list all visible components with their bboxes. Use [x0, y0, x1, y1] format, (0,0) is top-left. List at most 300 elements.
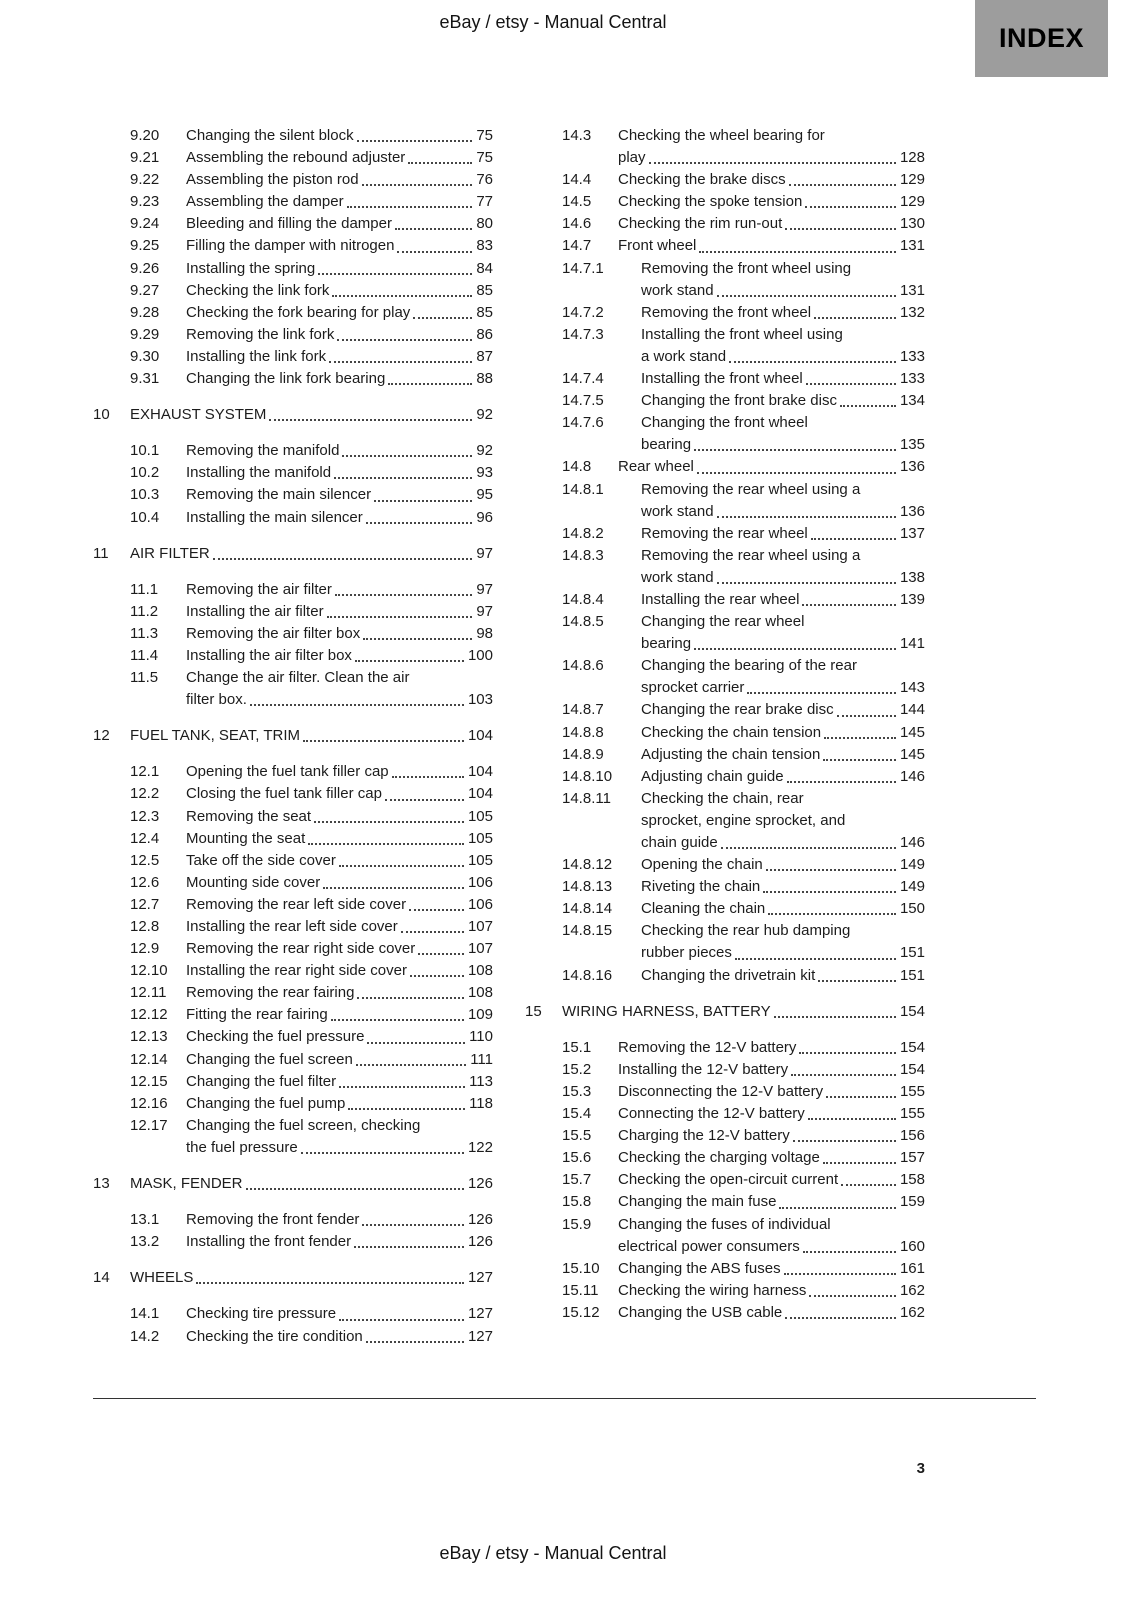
toc-entry-line [562, 346, 925, 368]
entry-page-number: 92 [476, 442, 493, 460]
dot-leader [823, 1147, 896, 1164]
toc-entry-line [130, 783, 493, 805]
entry-title: Checking the charging voltage [618, 1149, 820, 1167]
toc-entry-line [562, 898, 925, 920]
entry-page-number: 144 [899, 701, 925, 719]
entry-page-number: 133 [899, 347, 925, 365]
entry-number: 14.8 [562, 458, 592, 476]
dot-leader [347, 191, 473, 208]
entry-title: Charging the 12-V battery [618, 1127, 790, 1145]
entry-title: Changing the rear wheel [641, 613, 805, 631]
dot-leader [826, 1081, 896, 1098]
entry-page-number: 159 [899, 1193, 925, 1211]
entry-title: Disconnecting the 12-V battery [618, 1082, 824, 1100]
toc-entry-line [130, 346, 493, 368]
entry-number: 14.6 [562, 215, 592, 233]
dot-leader [814, 302, 896, 319]
entry-page-number: 88 [476, 370, 493, 388]
entry-number: 14.8.14 [562, 900, 613, 918]
dot-leader [308, 828, 464, 845]
dot-leader [303, 725, 464, 742]
entry-number [562, 280, 641, 302]
entry-page-number: 161 [899, 1259, 925, 1277]
entry-page-number: 98 [476, 624, 493, 642]
entry-page-number: 80 [476, 215, 493, 233]
toc-entry [93, 667, 493, 711]
dot-leader [808, 1103, 896, 1120]
toc-entry-line [562, 368, 925, 390]
entry-number: 9.23 [130, 193, 160, 211]
entry-page-number: 110 [469, 1028, 493, 1046]
entry-number [562, 677, 641, 699]
toc-entry [93, 806, 493, 828]
entry-number: 12.11 [130, 984, 167, 1002]
toc-entry [93, 462, 493, 484]
dot-leader [840, 390, 896, 407]
dot-leader [824, 722, 896, 739]
entry-number: 15.12 [562, 1303, 600, 1321]
dot-leader [811, 523, 896, 540]
entry-title: Fitting the rear fairing [186, 1006, 328, 1024]
toc-entry [525, 523, 925, 545]
entry-number [562, 633, 641, 655]
entry-number: 12.14 [130, 1050, 168, 1068]
dot-leader [789, 169, 896, 186]
toc-entry-line [562, 434, 925, 456]
entry-page-number: 92 [476, 406, 493, 424]
toc-entry [93, 484, 493, 506]
entry-number [562, 147, 618, 169]
toc-entry-line [130, 1137, 493, 1159]
entry-page-number: 105 [467, 829, 493, 847]
dot-leader [818, 965, 896, 982]
toc-entry-line [130, 169, 493, 191]
entry-title: Installing the air filter box [186, 646, 352, 664]
toc-entry [525, 876, 925, 898]
entry-title: Changing the fuses of individual [618, 1215, 831, 1233]
dot-leader [301, 1137, 464, 1154]
entry-number [562, 346, 641, 368]
toc-entry-line [130, 368, 493, 390]
entry-title: WIRING HARNESS, BATTERY [562, 1002, 771, 1020]
toc-entry-line [562, 1037, 925, 1059]
entry-page-number: 138 [899, 568, 925, 586]
toc-entry-line [562, 147, 925, 169]
toc-entry [93, 1026, 493, 1048]
toc-entry-line [562, 302, 925, 324]
toc-entry-line [130, 484, 493, 506]
toc-entry [93, 894, 493, 916]
toc-entry-line [562, 1059, 925, 1081]
toc-entry [93, 1115, 493, 1159]
entry-number: 14.8.2 [562, 524, 604, 542]
toc-entry [525, 390, 925, 412]
toc-entry [93, 147, 493, 169]
entry-title: Changing the drivetrain kit [641, 966, 816, 984]
entry-title: Changing the fuel screen, checking [186, 1116, 421, 1134]
entry-title: sprocket carrier [641, 679, 745, 697]
entry-title: Installing the rear right side cover [186, 962, 407, 980]
toc-entry-line [130, 1231, 493, 1253]
toc-entry [525, 722, 925, 744]
toc-entry [525, 1147, 925, 1169]
entry-title: Cleaning the chain [641, 900, 766, 918]
entry-page-number: 100 [467, 646, 493, 664]
toc-entry [93, 938, 493, 960]
entry-number: 15.3 [562, 1082, 592, 1100]
entry-page-number: 129 [899, 171, 925, 189]
toc-entry [93, 302, 493, 324]
toc-entry-line [130, 806, 493, 828]
entry-number: 14.8.9 [562, 745, 604, 763]
toc-entry-line [130, 689, 493, 711]
entry-number: 9.28 [130, 303, 160, 321]
entry-title: chain guide [641, 834, 718, 851]
dot-leader [697, 456, 896, 473]
entry-page-number: 154 [899, 1038, 925, 1056]
entry-title: Installing the rear left side cover [186, 918, 398, 935]
entry-page-number: 128 [899, 149, 925, 167]
entry-number: 14.8.10 [562, 767, 613, 785]
toc-entry-line [130, 645, 493, 667]
entry-page-number: 139 [899, 590, 925, 608]
entry-page-number: 136 [899, 502, 925, 520]
entry-page-number: 103 [467, 691, 493, 709]
toc-entry-line [93, 1173, 493, 1195]
entry-title: Removing the manifold [186, 442, 340, 460]
toc-entry [525, 479, 925, 523]
entry-number [562, 942, 641, 964]
toc-entry-line [562, 722, 925, 744]
entry-number: 10 [93, 406, 110, 424]
toc-entry-line [130, 1303, 493, 1325]
dot-leader [334, 462, 472, 479]
toc-entry [93, 346, 493, 368]
entry-title: electrical power consumers [618, 1237, 800, 1255]
toc-entry-line [562, 633, 925, 655]
toc-entry-line [130, 982, 493, 1004]
dot-leader [837, 699, 896, 716]
entry-number: 14.1 [130, 1305, 160, 1323]
dot-leader [649, 147, 896, 164]
toc-entry-line [130, 1115, 493, 1137]
entry-number: 14.8.1 [562, 480, 604, 498]
dot-leader [362, 1209, 464, 1226]
index-label: INDEX [998, 23, 1085, 53]
toc-entry-line [562, 942, 925, 964]
entry-page-number: 111 [470, 1050, 493, 1068]
dot-leader [721, 832, 896, 849]
toc-entry [93, 368, 493, 390]
entry-title: Removing the rear wheel [641, 524, 808, 542]
toc-entry-line [130, 1093, 493, 1115]
dot-leader [410, 960, 464, 977]
dot-leader [768, 898, 896, 915]
toc-entry-line [562, 677, 925, 699]
toc-entry-line [562, 169, 925, 191]
entry-number: 15.5 [562, 1127, 592, 1145]
entry-number: 14.7 [562, 237, 592, 255]
entry-page-number: 85 [476, 281, 493, 299]
entry-page-number: 137 [899, 524, 925, 542]
entry-page-number: 155 [899, 1105, 925, 1123]
entry-number: 9.31 [130, 370, 160, 388]
entry-page-number: 85 [476, 303, 493, 321]
entry-page-number: 84 [476, 259, 493, 277]
toc-entry [93, 169, 493, 191]
entry-title: Installing the air filter [186, 602, 324, 620]
toc-entry-line [562, 412, 925, 434]
entry-number: 15.7 [562, 1171, 592, 1189]
toc-entry [93, 1049, 493, 1071]
entry-number [562, 567, 641, 589]
dot-leader [413, 302, 472, 319]
toc-entry-line [562, 1280, 925, 1302]
entry-title: Changing the ABS fuses [618, 1259, 781, 1277]
dot-leader [339, 850, 464, 867]
toc-entry-line [93, 725, 493, 747]
entry-number: 14.8.16 [562, 966, 613, 984]
entry-title: Checking the chain, rear [641, 789, 804, 807]
entry-page-number: 107 [467, 918, 493, 935]
dot-leader [357, 125, 473, 142]
toc-entry [525, 788, 925, 854]
dot-leader [409, 894, 464, 911]
entry-page-number: 77 [476, 193, 493, 211]
toc-entry [93, 725, 493, 747]
toc-entry-line [562, 1302, 925, 1324]
toc-entry-line [562, 545, 925, 567]
entry-number: 14.5 [562, 193, 592, 211]
toc-entry-line [130, 125, 493, 147]
toc-entry [525, 213, 925, 235]
entry-number: 14.3 [562, 127, 592, 144]
entry-number [130, 1137, 186, 1159]
dot-leader [213, 543, 473, 560]
toc-entry [525, 258, 925, 302]
entry-title: Removing the rear fairing [186, 984, 355, 1002]
entry-title: bearing [641, 635, 692, 653]
toc-entry [93, 1071, 493, 1093]
toc-entry [525, 1001, 925, 1023]
entry-title: Removing the rear left side cover [186, 895, 407, 913]
toc-entry-line [562, 766, 925, 788]
entry-page-number: 132 [899, 303, 925, 321]
entry-number: 11.1 [130, 580, 159, 598]
dot-leader [763, 876, 896, 893]
dot-leader [269, 404, 472, 421]
entry-page-number: 135 [899, 436, 925, 454]
entry-page-number: 97 [476, 580, 493, 598]
entry-page-number: 104 [467, 727, 493, 745]
toc-entry [93, 213, 493, 235]
toc-entry-line [562, 699, 925, 721]
entry-title: Mounting side cover [186, 873, 321, 891]
dot-leader [717, 280, 896, 297]
entry-number: 10.4 [130, 508, 160, 526]
entry-title: Change the air filter. Clean the air [186, 669, 410, 687]
entry-number: 14.7.3 [562, 325, 604, 343]
entry-page-number: 127 [467, 1305, 493, 1323]
entry-title: FUEL TANK, SEAT, TRIM [130, 727, 301, 745]
toc-entry [93, 601, 493, 623]
toc-entry-line [562, 390, 925, 412]
entry-title: Connecting the 12-V battery [618, 1105, 805, 1123]
toc-entry [93, 623, 493, 645]
toc-entry [525, 655, 925, 699]
entry-page-number: 156 [899, 1127, 925, 1145]
entry-page-number: 108 [467, 962, 493, 980]
toc-entry [93, 1209, 493, 1231]
entry-page-number: 126 [467, 1233, 493, 1251]
toc-entry-line [130, 1209, 493, 1231]
toc-entry [93, 960, 493, 982]
entry-number [562, 810, 641, 832]
entry-page-number: 150 [899, 900, 925, 918]
toc-entry-line [562, 1125, 925, 1147]
entry-title: Checking the spoke tension [618, 193, 803, 211]
entry-page-number: 87 [476, 347, 493, 365]
entry-number: 9.27 [130, 281, 160, 299]
entry-number: 10.3 [130, 486, 160, 504]
page-number: 3 [916, 1460, 925, 1477]
dot-leader [805, 191, 896, 208]
entry-page-number: 86 [476, 325, 493, 343]
toc-entry-line [562, 589, 925, 611]
entry-title: Installing the 12-V battery [618, 1060, 789, 1078]
entry-number: 13.2 [130, 1233, 160, 1251]
entry-number: 14.8.8 [562, 723, 604, 741]
entry-page-number: 126 [467, 1211, 493, 1229]
dot-leader [246, 1173, 464, 1190]
entry-page-number: 83 [476, 237, 493, 255]
entry-number: 12.16 [130, 1094, 168, 1112]
entry-number: 15.8 [562, 1193, 592, 1211]
entry-number: 14.7.4 [562, 370, 604, 388]
entry-page-number: 106 [467, 895, 493, 913]
toc-entry-line [130, 324, 493, 346]
toc-entry [525, 125, 925, 169]
entry-title: Filling the damper with nitrogen [186, 237, 395, 255]
toc-entry-line [130, 258, 493, 280]
dot-leader [395, 213, 472, 230]
toc-entry-line [562, 1103, 925, 1125]
dot-leader [355, 645, 464, 662]
toc-entry [93, 258, 493, 280]
toc-entry [93, 280, 493, 302]
entry-title: Checking the fork bearing for play [186, 303, 411, 321]
toc-entry [93, 1326, 493, 1348]
dot-leader [785, 213, 896, 230]
dot-leader [806, 368, 896, 385]
toc-entry [93, 579, 493, 601]
toc-entry-line [562, 611, 925, 633]
toc-entry [525, 545, 925, 589]
dot-leader [367, 1026, 465, 1043]
toc-entry [93, 850, 493, 872]
toc-entry-line [130, 601, 493, 623]
entry-number [130, 689, 186, 711]
toc-entry [525, 1059, 925, 1081]
entry-page-number: 97 [476, 602, 493, 620]
toc-entry [93, 440, 493, 462]
entry-title: Take off the side cover [186, 851, 336, 869]
entry-number: 14.8.4 [562, 590, 604, 608]
entry-title: work stand [641, 281, 714, 299]
toc-entry [93, 645, 493, 667]
entry-number: 9.29 [130, 325, 160, 343]
toc-entry [525, 766, 925, 788]
entry-title: MASK, FENDER [130, 1175, 243, 1193]
entry-number: 12.4 [130, 829, 160, 847]
toc-entry [93, 543, 493, 565]
entry-number [562, 832, 641, 854]
toc-entry-line [562, 280, 925, 302]
toc-entry-line [562, 456, 925, 478]
entry-title: Installing the front fender [186, 1233, 352, 1251]
entry-page-number: 145 [899, 745, 925, 763]
toc-entry-line [562, 235, 925, 257]
dot-leader [342, 440, 472, 457]
toc-entry-line [130, 302, 493, 324]
entry-page-number: 129 [899, 193, 925, 211]
entry-number: 14.8.6 [562, 657, 604, 675]
entry-page-number: 162 [899, 1303, 925, 1321]
toc-entry-line [562, 523, 925, 545]
toc-entry-line [130, 280, 493, 302]
entry-title: Opening the chain [641, 856, 763, 874]
entry-title: Removing the main silencer [186, 486, 372, 504]
toc-entry-line [130, 938, 493, 960]
toc-entry-line [562, 1081, 925, 1103]
entry-title: Changing the link fork bearing [186, 370, 386, 388]
dot-leader [196, 1267, 464, 1284]
entry-title: Checking the brake discs [618, 171, 786, 189]
entry-number: 14.8.13 [562, 878, 613, 896]
entry-title: Checking tire pressure [186, 1305, 337, 1323]
entry-page-number: 160 [899, 1237, 925, 1255]
toc-entry [93, 1231, 493, 1253]
entry-number: 11.4 [130, 646, 159, 664]
toc-entry [93, 761, 493, 783]
entry-number: 14 [93, 1269, 110, 1287]
dot-leader [335, 579, 472, 596]
entry-number: 13 [93, 1175, 110, 1193]
dot-leader [366, 507, 473, 524]
entry-page-number: 122 [467, 1138, 493, 1156]
dot-leader [784, 1258, 896, 1275]
toc-entry-line [562, 1214, 925, 1236]
entry-number: 12.15 [130, 1072, 168, 1090]
entry-page-number: 155 [899, 1082, 925, 1100]
toc-entry-line [130, 667, 493, 689]
entry-page-number: 113 [469, 1072, 493, 1090]
entry-number: 14.2 [130, 1327, 160, 1345]
table-of-contents [93, 125, 925, 1348]
entry-number: 11.3 [130, 624, 159, 642]
entry-number: 9.20 [130, 127, 160, 144]
entry-page-number: 109 [467, 1006, 493, 1024]
entry-number: 12 [93, 727, 110, 745]
entry-title: bearing [641, 436, 692, 454]
toc-entry [525, 589, 925, 611]
toc-entry-line [562, 1236, 925, 1258]
entry-page-number: 118 [469, 1094, 493, 1112]
entry-number: 12.13 [130, 1028, 168, 1046]
toc-entry [93, 507, 493, 529]
toc-entry-line [130, 440, 493, 462]
entry-number: 9.25 [130, 237, 160, 255]
